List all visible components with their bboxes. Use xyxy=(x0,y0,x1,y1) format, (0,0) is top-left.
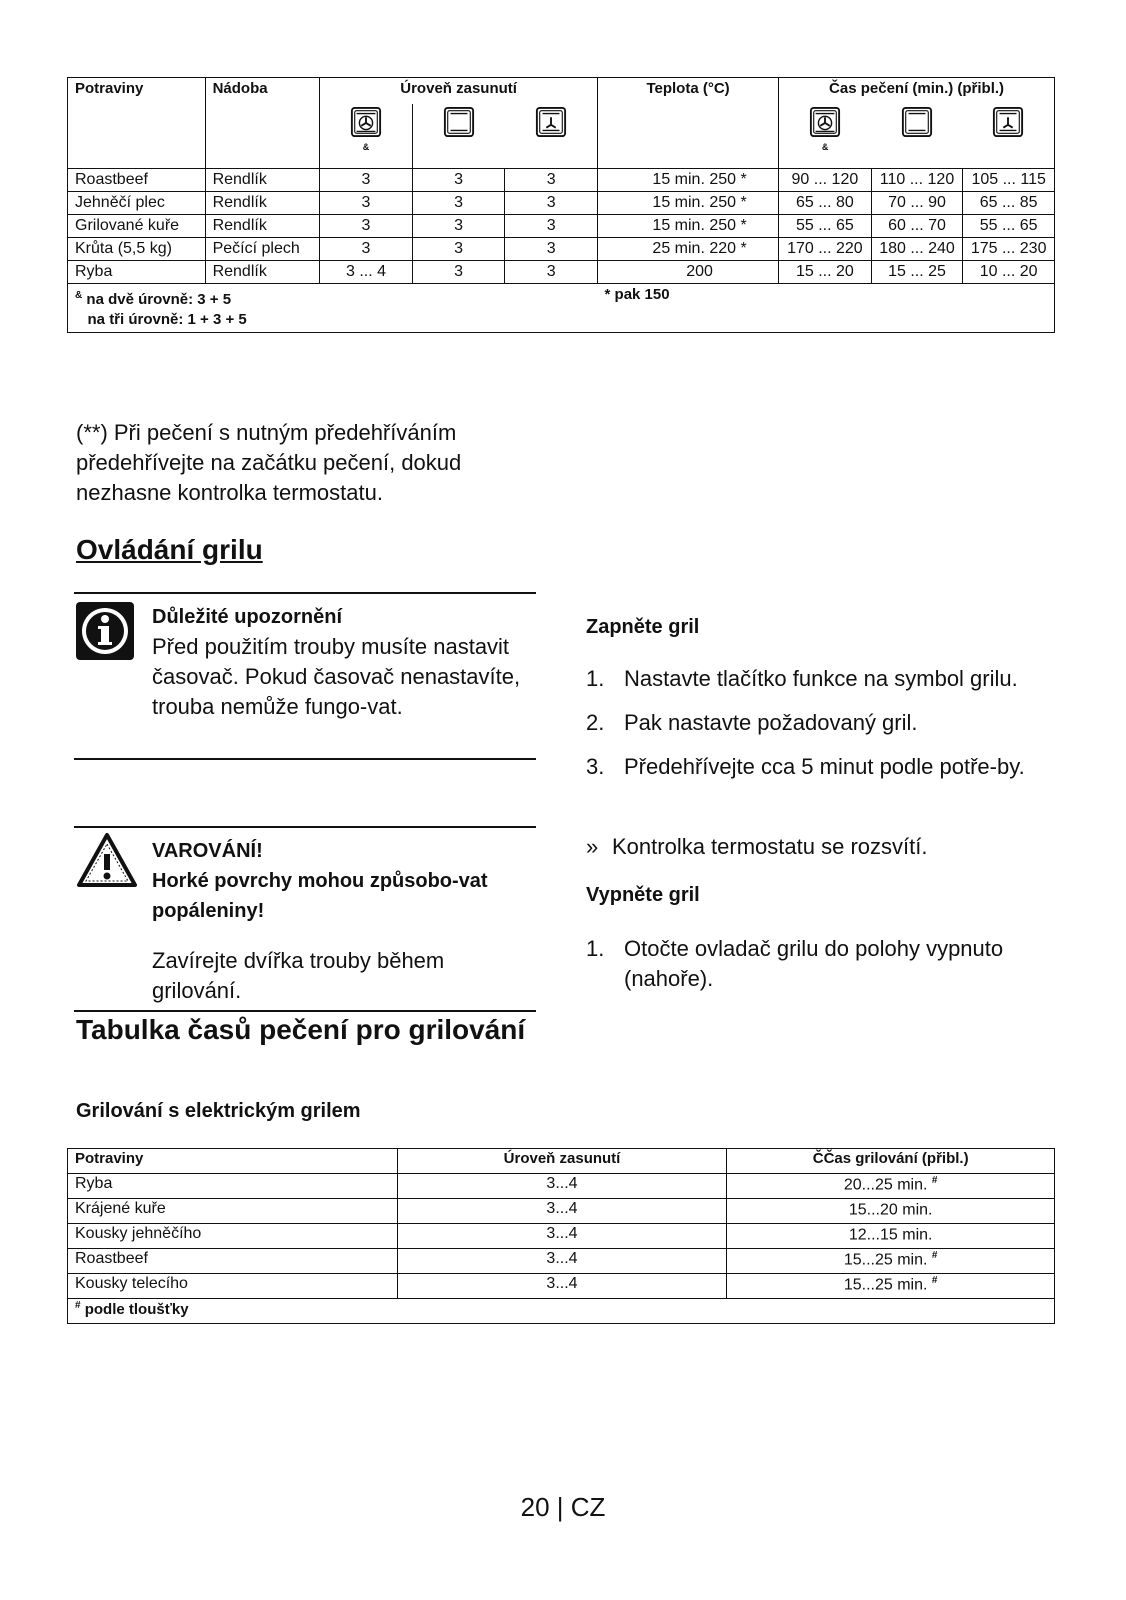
grill-table-row xyxy=(68,1174,1055,1199)
grill-table xyxy=(67,1148,1055,1324)
cell-dish: Pečící plech xyxy=(205,237,320,260)
table-row xyxy=(68,168,1055,191)
amp-mark: & xyxy=(362,142,370,152)
col-dish: Nádoba xyxy=(205,78,320,105)
page-number: 20 | CZ xyxy=(520,1492,606,1522)
step-text: Pak nastavte požadovaný gril. xyxy=(624,710,918,735)
footnote-three-levels: na tři úrovně: 1 + 3 + 5 xyxy=(87,310,247,328)
warning-text: Zavírejte dvířka trouby během grilování. xyxy=(152,948,445,1003)
col-level: Úroveň zasunutí xyxy=(320,78,598,105)
cell-t1: 15 ... 20 xyxy=(779,260,872,283)
table-icon-row xyxy=(68,104,1055,168)
step-number: 1. xyxy=(586,666,605,691)
cell-t2: 180 ... 240 xyxy=(871,237,963,260)
amp-footnote-mark: & xyxy=(75,289,83,301)
table-row xyxy=(68,260,1055,283)
baking-table xyxy=(67,77,1055,333)
info-icon xyxy=(76,602,134,660)
warning-title: VAROVÁNÍ! xyxy=(152,840,263,862)
fan-bottom-heating-icon-2 xyxy=(992,106,1024,143)
table-header-row xyxy=(68,78,1055,105)
cell-t2: 110 ... 120 xyxy=(871,168,963,191)
table-row xyxy=(68,214,1055,237)
grill-cell-level: 3...4 xyxy=(397,1224,727,1249)
cell-l3: 3 xyxy=(505,214,598,237)
grill-cell-food: Kousky jehněčího xyxy=(68,1224,398,1249)
grill-on-steps xyxy=(586,664,1066,796)
cell-l3: 3 xyxy=(505,191,598,214)
cell-t1: 65 ... 80 xyxy=(779,191,872,214)
cell-food: Roastbeef xyxy=(68,168,206,191)
notice-title: Důležité upozornění xyxy=(152,606,342,628)
grill-cell-level: 3...4 xyxy=(397,1174,727,1199)
step-item xyxy=(586,934,1066,994)
grill-cell-food: Ryba xyxy=(68,1174,398,1199)
cell-dish: Rendlík xyxy=(205,191,320,214)
grill-col-time: ČČas grilování (přibl.) xyxy=(727,1149,1055,1174)
cell-temp: 15 min. 250 * xyxy=(598,214,779,237)
step-number: 1. xyxy=(586,936,605,961)
warning-top-rule xyxy=(74,826,536,828)
cell-l2: 3 xyxy=(412,237,505,260)
cell-t1: 170 ... 220 xyxy=(779,237,872,260)
grill-section-title: Ovládání grilu xyxy=(76,534,263,565)
cell-dish: Rendlík xyxy=(205,260,320,283)
amp-mark-2: & xyxy=(821,142,829,152)
cell-t3: 10 ... 20 xyxy=(963,260,1055,283)
grill-cell-time xyxy=(727,1224,1055,1249)
cell-l2: 3 xyxy=(412,214,505,237)
grill-cell-time xyxy=(727,1249,1055,1274)
cell-l1: 3 xyxy=(320,237,413,260)
cell-t2: 15 ... 25 xyxy=(871,260,963,283)
cell-dish: Rendlík xyxy=(205,168,320,191)
cell-l1: 3 xyxy=(320,168,413,191)
grill-table-row xyxy=(68,1199,1055,1224)
table-row xyxy=(68,237,1055,260)
step-number: 3. xyxy=(586,754,605,779)
step-text: Předehřívejte cca 5 minut podle potře-by. xyxy=(624,754,1025,779)
fan-bottom-heating-icon xyxy=(535,106,567,143)
grill-table-row xyxy=(68,1249,1055,1274)
warning-subtitle: Horké povrchy mohou způsobo-vat popáleniny! xyxy=(152,870,488,922)
result-text: Kontrolka termostatu se rozsvítí. xyxy=(612,834,928,859)
step-item xyxy=(586,664,1066,694)
cell-t3: 105 ... 115 xyxy=(963,168,1055,191)
grill-time-mark: # xyxy=(931,1275,938,1286)
table-footnote-row xyxy=(68,283,1055,332)
col-time: Čas pečení (min.) (přibl.) xyxy=(779,78,1055,105)
table-row xyxy=(68,191,1055,214)
grill-table-row xyxy=(68,1274,1055,1299)
grill-time-value: 20...25 min. xyxy=(843,1176,928,1194)
grill-cell-time xyxy=(727,1174,1055,1199)
col-food: Potraviny xyxy=(68,78,206,105)
cell-t2: 70 ... 90 xyxy=(871,191,963,214)
grill-cell-level: 3...4 xyxy=(397,1199,727,1224)
warning-bottom-rule xyxy=(74,1010,536,1012)
cell-l3: 3 xyxy=(505,260,598,283)
step-text: Otočte ovladač grilu do polohy vypnuto (nahoře). xyxy=(624,936,1004,991)
grill-table-header xyxy=(68,1149,1055,1174)
cell-l2: 3 xyxy=(412,168,505,191)
cell-food: Krůta (5,5 kg) xyxy=(68,237,206,260)
warning-icon xyxy=(76,832,138,893)
cell-l3: 3 xyxy=(505,168,598,191)
cell-t3: 55 ... 65 xyxy=(963,214,1055,237)
cell-l1: 3 xyxy=(320,191,413,214)
grill-cell-level: 3...4 xyxy=(397,1274,727,1299)
grill-cell-food: Krájené kuře xyxy=(68,1199,398,1224)
fan-heating-icon-2 xyxy=(809,106,841,143)
grill-cell-time xyxy=(727,1274,1055,1299)
grill-on-title: Zapněte gril xyxy=(586,616,700,638)
cell-temp: 200 xyxy=(598,260,779,283)
grill-off-title: Vypněte gril xyxy=(586,884,700,906)
cell-l3: 3 xyxy=(505,237,598,260)
grill-table-subtitle: Grilování s elektrickým grilem xyxy=(76,1100,361,1122)
fan-heating-icon xyxy=(350,106,382,143)
preheat-note: (**) Při pečení s nutným předehříváním předehřívejte na začátku pečení, dokud nezhasne kontrolka termostatu. xyxy=(76,420,462,505)
footnote-hash-mark: # xyxy=(75,1300,81,1311)
col-temp: Teplota (°C) xyxy=(598,78,779,105)
footnote-two-levels: na dvě úrovně: 3 + 5 xyxy=(86,290,232,308)
cell-t3: 175 ... 230 xyxy=(963,237,1055,260)
top-bottom-heating-icon xyxy=(443,106,475,143)
cell-temp: 25 min. 220 * xyxy=(598,237,779,260)
notice-bottom-rule xyxy=(74,758,536,760)
cell-food: Ryba xyxy=(68,260,206,283)
footnote-thickness: podle tloušťky xyxy=(84,1301,189,1318)
grill-on-result xyxy=(586,832,1066,862)
grill-cell-level: 3...4 xyxy=(397,1249,727,1274)
cell-t1: 55 ... 65 xyxy=(779,214,872,237)
cell-temp: 15 min. 250 * xyxy=(598,191,779,214)
grill-col-level: Úroveň zasunutí xyxy=(397,1149,727,1174)
notice-text: Před použitím trouby musíte nastavit časovač. Pokud časovač nenastavíte, trouba nemůže fungo-vat. xyxy=(152,634,521,719)
grill-cell-time xyxy=(727,1199,1055,1224)
cell-l2: 3 xyxy=(412,260,505,283)
grill-cell-food: Kousky telecího xyxy=(68,1274,398,1299)
cell-l2: 3 xyxy=(412,191,505,214)
grill-table-title: Tabulka časů pečení pro grilování xyxy=(76,1014,526,1045)
grill-time-value: 12...15 min. xyxy=(848,1226,933,1244)
step-item xyxy=(586,708,1066,738)
grill-time-mark: # xyxy=(931,1175,938,1186)
cell-temp: 15 min. 250 * xyxy=(598,168,779,191)
grill-time-value: 15...20 min. xyxy=(848,1201,933,1219)
grill-off-steps xyxy=(586,934,1066,1004)
grill-time-value: 15...25 min. xyxy=(843,1276,928,1294)
grill-time-value: 15...25 min. xyxy=(843,1251,928,1269)
cell-t1: 90 ... 120 xyxy=(779,168,872,191)
grill-time-mark: # xyxy=(931,1250,938,1261)
footnote-star: * pak 150 xyxy=(598,283,1055,332)
notice-top-rule xyxy=(74,592,536,594)
result-mark: » xyxy=(586,834,599,859)
cell-l1: 3 ... 4 xyxy=(320,260,413,283)
grill-col-food: Potraviny xyxy=(68,1149,398,1174)
cell-t3: 65 ... 85 xyxy=(963,191,1055,214)
cell-l1: 3 xyxy=(320,214,413,237)
step-number: 2. xyxy=(586,710,605,735)
cell-food: Grilované kuře xyxy=(68,214,206,237)
cell-dish: Rendlík xyxy=(205,214,320,237)
cell-food: Jehněčí plec xyxy=(68,191,206,214)
grill-table-row xyxy=(68,1224,1055,1249)
grill-table-footnote xyxy=(68,1299,1055,1324)
cell-t2: 60 ... 70 xyxy=(871,214,963,237)
top-bottom-heating-icon-2 xyxy=(901,106,933,143)
grill-cell-food: Roastbeef xyxy=(68,1249,398,1274)
step-item xyxy=(586,752,1066,782)
step-text: Nastavte tlačítko funkce na symbol grilu. xyxy=(624,666,1018,691)
